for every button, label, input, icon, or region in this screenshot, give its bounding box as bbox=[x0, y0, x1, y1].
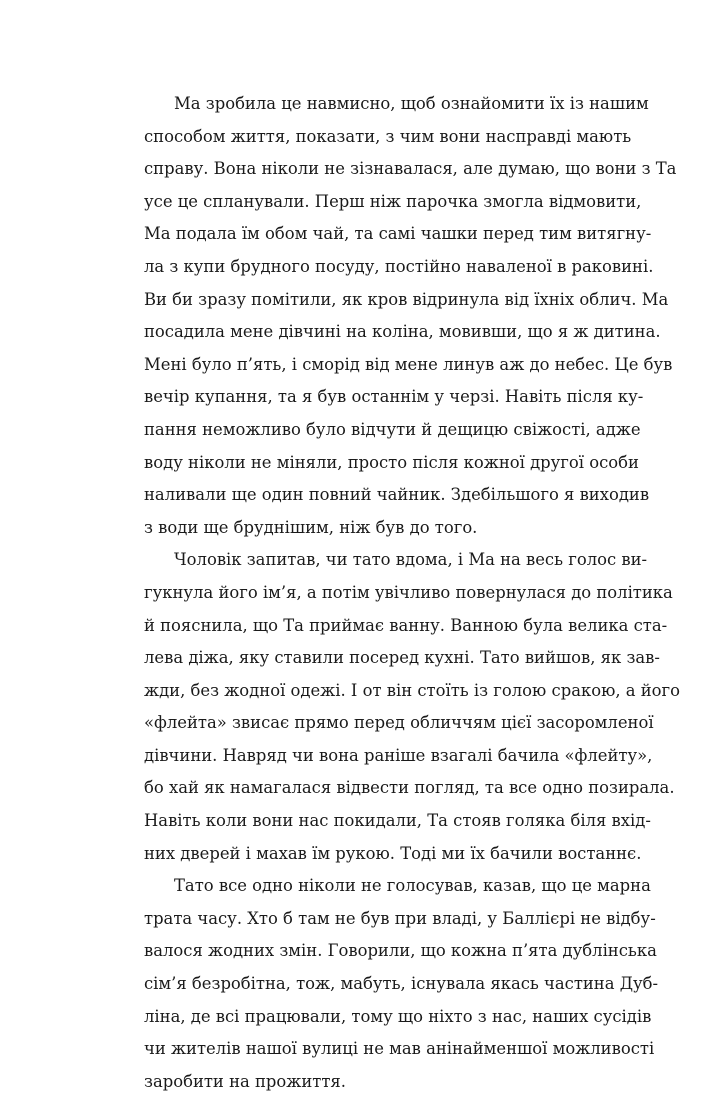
text-line: наливали ще один повний чайник. Здебільшого я виходив bbox=[144, 485, 650, 505]
text-line: трата часу. Хто б там не був при владі, у Баллієрі не відбу- bbox=[144, 908, 656, 928]
paragraph-3 bbox=[144, 870, 659, 1098]
text-line: лева діжа, яку ставили посеред кухні. Тато вийшов, як зав- bbox=[144, 648, 660, 668]
text-line: заробити на прожиття. bbox=[144, 1071, 346, 1091]
text-line: пання неможливо було відчути й дещицю свіжості, адже bbox=[144, 419, 641, 439]
text-line: Ма зробила це навмисно, щоб ознайомити їх із нашим bbox=[174, 94, 649, 113]
text-line: й пояснила, що Та приймає ванну. Ванною була велика ста- bbox=[144, 615, 668, 635]
text-line: Ви би зразу помітили, як кров відринула від їхніх облич. Ма bbox=[144, 289, 669, 309]
text-line: сім’я безробітна, тож, мабуть, існувала якась частина Дуб- bbox=[144, 974, 659, 994]
page-body-text bbox=[144, 88, 680, 1098]
paragraph-2 bbox=[144, 544, 680, 870]
text-line: них дверей і махав їм рукою. Тоді ми їх бачили востаннє. bbox=[144, 843, 642, 863]
text-line: Мені було п’ять, і сморід від мене линув аж до небес. Це був bbox=[144, 354, 673, 374]
text-line: посадила мене дівчині на коліна, мовивши, що я ж дитина. bbox=[144, 322, 661, 342]
text-line: бо хай як намагалася відвести погляд, та все одно позирала. bbox=[144, 778, 675, 798]
paragraph-1 bbox=[144, 88, 677, 544]
text-line: з води ще бруднішим, ніж був до того. bbox=[144, 517, 478, 537]
text-line: вечір купання, та я був останнім у черзі. Навіть після ку- bbox=[144, 387, 644, 407]
text-line: гукнула його ім’я, а потім увічливо повернулася до політика bbox=[144, 582, 673, 602]
text-line: чи жителів нашої вулиці не мав анінайменшої можливості bbox=[144, 1039, 655, 1059]
text-line: дівчини. Навряд чи вона раніше взагалі бачила «флейту», bbox=[144, 745, 653, 765]
text-line: Навіть коли вони нас покидали, Та стояв голяка біля вхід- bbox=[144, 811, 651, 831]
text-line: валося жодних змін. Говорили, що кожна п’ята дублінська bbox=[144, 941, 657, 961]
text-line: усе це спланували. Перш ніж парочка змогла відмовити, bbox=[144, 191, 642, 211]
text-line: «флейта» звисає прямо перед обличчям цієї засоромленої bbox=[144, 713, 654, 733]
text-line: ліна, де всі працювали, тому що ніхто з нас, наших сусідів bbox=[144, 1006, 652, 1026]
text-line: Тато все одно ніколи не голосував, казав, що це марна bbox=[174, 876, 651, 896]
text-line: способом життя, показати, з чим вони насправді мають bbox=[144, 126, 632, 146]
text-line: воду ніколи не міняли, просто після кожної другої особи bbox=[144, 452, 639, 472]
text-line: справу. Вона ніколи не зізнавалася, але думаю, що вони з Та bbox=[144, 159, 677, 179]
text-line: ла з купи брудного посуду, постійно наваленої в раковині. bbox=[144, 256, 654, 276]
text-line: жди, без жодної одежі. І от він стоїть із голою сракою, а його bbox=[144, 680, 680, 700]
text-line: Ма подала їм обом чай, та самі чашки перед тим витягну- bbox=[144, 224, 652, 244]
text-line: Чоловік запитав, чи тато вдома, і Ма на весь голос ви- bbox=[174, 550, 648, 570]
